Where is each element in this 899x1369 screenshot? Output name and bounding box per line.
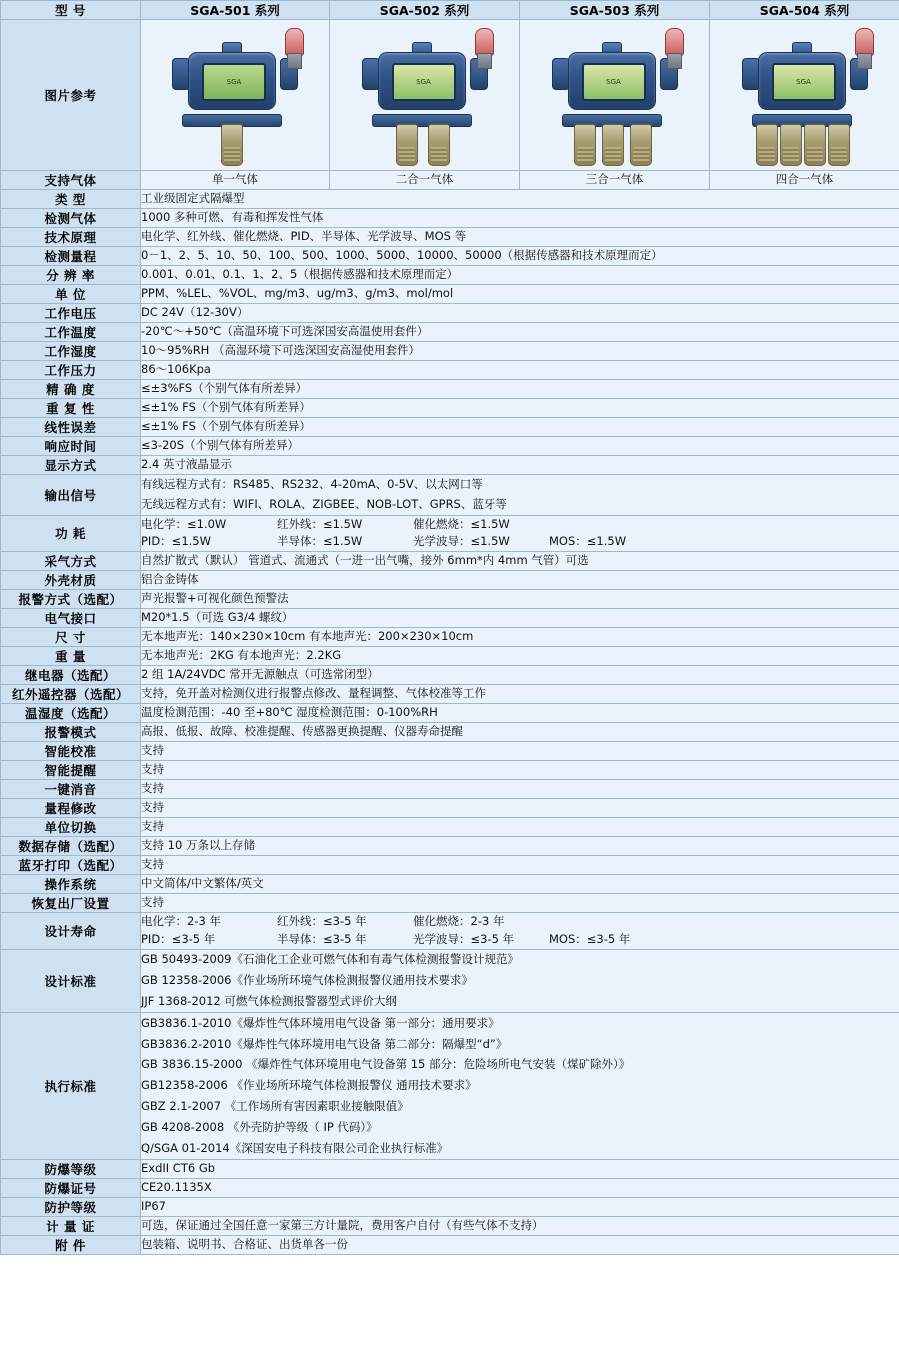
row-value-power-consumption <box>141 515 899 552</box>
design-standard-line-1: GB 50493-2009《石油化工企业可燃气体和有毒气体检测报警设计规范》 <box>141 952 519 967</box>
gas-detector-illustration-3 <box>540 22 690 168</box>
row-label-repeatability: 重 复 性 <box>1 399 141 418</box>
lifetime-line-1 <box>141 913 899 931</box>
table-row-mute <box>1 780 899 799</box>
sensor-probe <box>396 124 418 166</box>
row-label-ip-rating: 防护等级 <box>1 1198 141 1217</box>
alarm-lamp-base <box>857 53 872 69</box>
table-row-response-time <box>1 437 899 456</box>
alarm-lamp-icon <box>665 28 684 56</box>
row-value-ex-certificate: CE20.1135X <box>141 1179 899 1198</box>
table-row-alarm-mode <box>1 723 899 742</box>
table-row-voltage <box>1 304 899 323</box>
row-value-data-storage: 支持 10 万条以上存储 <box>141 837 899 856</box>
row-value-linearity: ≤±1% FS（个别气体有所差异） <box>141 418 899 437</box>
row-label-electrical-interface: 电气接口 <box>1 609 141 628</box>
device-body <box>188 52 276 110</box>
row-label-operating-system: 操作系统 <box>1 875 141 894</box>
exec-standard-line-6: GB 4208-2008 《外壳防护等级（ IP 代码）》 <box>141 1119 378 1134</box>
device-body <box>378 52 466 110</box>
sensor-probe <box>574 124 596 166</box>
table-row-sampling <box>1 552 899 571</box>
row-value-ip-rating: IP67 <box>141 1198 899 1217</box>
table-row-ex-rating <box>1 1160 899 1179</box>
row-value-repeatability: ≤±1% FS（个别气体有所差异） <box>141 399 899 418</box>
power-catalytic: 催化燃烧：≤1.5W <box>413 516 510 531</box>
gas-detector-illustration-2 <box>350 22 500 168</box>
product-image-1 <box>141 20 330 171</box>
row-label-range: 检测量程 <box>1 247 141 266</box>
lifetime-optical-waveguide: 光学波导：≤3-5 年 <box>413 932 515 947</box>
model-header-4: SGA-504 系列 <box>710 1 899 20</box>
exec-standard-line-4: GB12358-2006 《作业场所环境气体检测报警仪 通用技术要求》 <box>141 1078 477 1093</box>
row-label-relay: 继电器（选配） <box>1 666 141 685</box>
table-row-temperature <box>1 323 899 342</box>
device-side-flange-left <box>362 58 380 90</box>
sensor-probe <box>602 124 624 166</box>
table-row-bluetooth-print <box>1 856 899 875</box>
device-display: SGA <box>202 63 266 101</box>
row-label-ex-rating: 防爆等级 <box>1 1160 141 1179</box>
exec-standard-line-1: GB3836.1-2010《爆炸性气体环境用电气设备 第一部分：通用要求》 <box>141 1015 500 1030</box>
row-label-ir-remote: 红外遥控器（选配） <box>1 685 141 704</box>
row-label-temp-humidity-option: 温湿度（选配） <box>1 704 141 723</box>
row-label-display: 显示方式 <box>1 456 141 475</box>
row-label-detect-gas: 检测气体 <box>1 209 141 228</box>
row-value-pressure: 86～106Kpa <box>141 361 899 380</box>
row-label-alarm-method: 报警方式（选配） <box>1 590 141 609</box>
row-value-bluetooth-print: 支持 <box>141 856 899 875</box>
table-row-resolution <box>1 266 899 285</box>
output-signal-wired: 有线远程方式有：RS485、RS232、4-20mA、0-5V、以太网口等 <box>141 477 483 491</box>
exec-standard-line-5: GBZ 2.1-2007 《工作场所有害因素职业接触限值》 <box>141 1099 409 1114</box>
row-label-humidity: 工作湿度 <box>1 342 141 361</box>
table-row-range <box>1 247 899 266</box>
row-value-electrical-interface: M20*1.5（可选 G3/4 螺纹） <box>141 609 899 628</box>
gas-detector-illustration-1 <box>160 22 310 168</box>
lifetime-infrared: 红外线：≤3-5 年 <box>277 914 367 929</box>
row-value-metrology-certificate: 可选，保证通过全国任意一家第三方计量院，费用客户自付（有些气体不支持） <box>141 1217 899 1236</box>
row-label-accessories: 附 件 <box>1 1236 141 1255</box>
row-value-exec-standard <box>141 1013 899 1160</box>
table-row-unit-switch <box>1 818 899 837</box>
row-label-linearity: 线性误差 <box>1 418 141 437</box>
row-label-temperature: 工作温度 <box>1 323 141 342</box>
row-value-alarm-method: 声光报警+可视化颜色预警法 <box>141 590 899 609</box>
row-label-sampling: 采气方式 <box>1 552 141 571</box>
sensor-probe <box>428 124 450 166</box>
row-value-design-standard <box>141 949 899 1012</box>
table-row-humidity <box>1 342 899 361</box>
row-label-accuracy: 精 确 度 <box>1 380 141 399</box>
row-label-factory-reset: 恢复出厂设置 <box>1 894 141 913</box>
row-label-type: 类 型 <box>1 190 141 209</box>
table-row-dimensions <box>1 628 899 647</box>
row-value-accuracy: ≤±3%FS（个别气体有所差异） <box>141 380 899 399</box>
sensor-probe <box>780 124 802 166</box>
row-label-dimensions: 尺 寸 <box>1 628 141 647</box>
alarm-lamp-base <box>477 53 492 69</box>
power-pid: PID：≤1.5W <box>141 534 211 549</box>
table-row-linearity <box>1 418 899 437</box>
row-value-voltage: DC 24V（12-30V） <box>141 304 899 323</box>
row-value-alarm-mode: 高报、低报、故障、校准提醒、传感器更换提醒、仪器寿命提醒 <box>141 723 899 742</box>
row-label-power-consumption: 功 耗 <box>1 515 141 552</box>
table-row-data-storage <box>1 837 899 856</box>
row-label-image-reference: 图片参考 <box>1 20 141 171</box>
table-row-temp-humidity-option <box>1 704 899 723</box>
power-line-1 <box>141 516 899 534</box>
table-row-exec-standard <box>1 1013 899 1160</box>
row-label-design-lifetime: 设计寿命 <box>1 913 141 950</box>
model-header-2: SGA-502 系列 <box>330 1 520 20</box>
row-value-type: 工业级固定式隔爆型 <box>141 190 899 209</box>
row-label-unit: 单 位 <box>1 285 141 304</box>
row-label-voltage: 工作电压 <box>1 304 141 323</box>
row-label-exec-standard: 执行标准 <box>1 1013 141 1160</box>
row-value-resolution: 0.001、0.01、0.1、1、2、5（根据传感器和技术原理而定） <box>141 266 899 285</box>
device-body <box>568 52 656 110</box>
product-image-3 <box>520 20 710 171</box>
design-standard-line-2: GB 12358-2006《作业场所环境气体检测报警仪通用技术要求》 <box>141 973 473 988</box>
exec-standard-line-2: GB3836.2-2010《爆炸性气体环境用电气设备 第二部分：隔爆型“d”》 <box>141 1036 508 1051</box>
table-row-accuracy <box>1 380 899 399</box>
row-value-weight: 无本地声光：2KG 有本地声光：2.2KG <box>141 647 899 666</box>
device-display: SGA <box>772 63 836 101</box>
row-value-ex-rating: ExdII CT6 Gb <box>141 1160 899 1179</box>
table-row-image-reference <box>1 20 899 171</box>
design-standard-line-3: JJF 1368-2012 可燃气体检测报警器型式评价大纲 <box>141 994 397 1008</box>
table-row-design-standard <box>1 949 899 1012</box>
table-row-smart-calibration <box>1 742 899 761</box>
power-semiconductor: 半导体：≤1.5W <box>277 534 363 549</box>
power-line-2 <box>141 533 899 551</box>
gas-detector-illustration-4 <box>730 22 880 168</box>
table-row-housing <box>1 571 899 590</box>
table-row-output-signal <box>1 475 899 516</box>
power-mos: MOS：≤1.5W <box>549 534 627 549</box>
row-label-range-modify: 量程修改 <box>1 799 141 818</box>
power-electrochemical: 电化学：≤1.0W <box>141 516 227 531</box>
device-side-flange-left <box>742 58 760 90</box>
table-row-pressure <box>1 361 899 380</box>
row-label-mute: 一键消音 <box>1 780 141 799</box>
device-manifold-bar <box>372 114 472 127</box>
row-value-unit-switch: 支持 <box>141 818 899 837</box>
sensor-probe <box>828 124 850 166</box>
row-value-response-time: ≤3-20S（个别气体有所差异） <box>141 437 899 456</box>
row-value-smart-calibration: 支持 <box>141 742 899 761</box>
table-row-display <box>1 456 899 475</box>
sensor-probe <box>630 124 652 166</box>
lifetime-catalytic: 催化燃烧：2-3 年 <box>413 914 505 929</box>
row-value-range: 0－1、2、5、10、50、100、500、1000、5000、10000、50000（根据传感器和技术原理而定） <box>141 247 899 266</box>
table-row-detect-gas <box>1 209 899 228</box>
model-header-3: SGA-503 系列 <box>520 1 710 20</box>
lifetime-semiconductor: 半导体：≤3-5 年 <box>277 932 367 947</box>
product-image-4 <box>710 20 899 171</box>
row-label-ex-certificate: 防爆证号 <box>1 1179 141 1198</box>
product-image-2 <box>330 20 520 171</box>
table-row-ex-certificate <box>1 1179 899 1198</box>
row-label-smart-reminder: 智能提醒 <box>1 761 141 780</box>
row-label-alarm-mode: 报警模式 <box>1 723 141 742</box>
row-value-relay: 2 组 1A/24VDC 常开无源触点（可选常闭型） <box>141 666 899 685</box>
lifetime-electrochemical: 电化学：2-3 年 <box>141 914 221 929</box>
table-row-relay <box>1 666 899 685</box>
row-label-design-standard: 设计标准 <box>1 949 141 1012</box>
row-value-temperature: -20℃～+50℃（高温环境下可选深国安高温使用套件） <box>141 323 899 342</box>
table-row-technology <box>1 228 899 247</box>
table-row-gas-support <box>1 171 899 190</box>
table-row-range-modify <box>1 799 899 818</box>
row-value-range-modify: 支持 <box>141 799 899 818</box>
row-label-response-time: 响应时间 <box>1 437 141 456</box>
table-row-accessories <box>1 1236 899 1255</box>
table-row-ir-remote <box>1 685 899 704</box>
row-value-temp-humidity-option: 温度检测范围：-40 至+80℃ 湿度检测范围：0-100%RH <box>141 704 899 723</box>
row-value-design-lifetime <box>141 913 899 950</box>
alarm-lamp-base <box>287 53 302 69</box>
exec-standard-line-3: GB 3836.15-2000 《爆炸性气体环境用电气设备第 15 部分：危险场所电气安装（煤矿除外）》 <box>141 1057 631 1072</box>
lifetime-mos: MOS：≤3-5 年 <box>549 932 631 947</box>
row-label-weight: 重 量 <box>1 647 141 666</box>
row-value-technology: 电化学、红外线、催化燃烧、PID、半导体、光学波导、MOS 等 <box>141 228 899 247</box>
row-label-technology: 技术原理 <box>1 228 141 247</box>
gas-support-value-2: 二合一气体 <box>330 171 520 190</box>
table-row-weight <box>1 647 899 666</box>
table-row-alarm-method <box>1 590 899 609</box>
row-value-smart-reminder: 支持 <box>141 761 899 780</box>
row-value-dimensions: 无本地声光：140×230×10cm 有本地声光：200×230×10cm <box>141 628 899 647</box>
power-optical-waveguide: 光学波导：≤1.5W <box>413 534 510 549</box>
table-row-model-header <box>1 1 899 20</box>
row-value-detect-gas: 1000 多种可燃、有毒和挥发性气体 <box>141 209 899 228</box>
alarm-lamp-base <box>667 53 682 69</box>
row-label-model: 型 号 <box>1 1 141 20</box>
row-label-resolution: 分 辨 率 <box>1 266 141 285</box>
gas-support-value-3: 三合一气体 <box>520 171 710 190</box>
row-label-bluetooth-print: 蓝牙打印（选配） <box>1 856 141 875</box>
device-display: SGA <box>392 63 456 101</box>
row-value-output-signal <box>141 475 899 516</box>
table-row-repeatability <box>1 399 899 418</box>
row-value-factory-reset: 支持 <box>141 894 899 913</box>
row-label-output-signal: 输出信号 <box>1 475 141 516</box>
row-label-data-storage: 数据存储（选配） <box>1 837 141 856</box>
row-value-unit: PPM、%LEL、%VOL、mg/m3、ug/m3、g/m3、mol/mol <box>141 285 899 304</box>
sensor-probe <box>221 124 243 166</box>
alarm-lamp-icon <box>475 28 494 56</box>
sensor-probe <box>756 124 778 166</box>
power-infrared: 红外线：≤1.5W <box>277 516 363 531</box>
exec-standard-line-7: Q/SGA 01-2014《深国安电子科技有限公司企业执行标准》 <box>141 1140 449 1155</box>
gas-support-value-4: 四合一气体 <box>710 171 899 190</box>
alarm-lamp-icon <box>285 28 304 56</box>
table-row-smart-reminder <box>1 761 899 780</box>
device-body <box>758 52 846 110</box>
table-row-operating-system <box>1 875 899 894</box>
row-label-pressure: 工作压力 <box>1 361 141 380</box>
device-side-flange-left <box>552 58 570 90</box>
alarm-lamp-icon <box>855 28 874 56</box>
table-row-ip-rating <box>1 1198 899 1217</box>
row-label-gas-support: 支持气体 <box>1 171 141 190</box>
sensor-probe <box>804 124 826 166</box>
row-value-housing: 铝合金铸体 <box>141 571 899 590</box>
row-label-unit-switch: 单位切换 <box>1 818 141 837</box>
table-row-unit <box>1 285 899 304</box>
row-value-mute: 支持 <box>141 780 899 799</box>
output-signal-wireless: 无线远程方式有：WIFI、ROLA、ZIGBEE、NOB-LOT、GPRS、蓝牙等 <box>141 496 507 511</box>
table-row-power-consumption <box>1 515 899 552</box>
row-value-operating-system: 中文简体/中文繁体/英文 <box>141 875 899 894</box>
lifetime-pid: PID：≤3-5 年 <box>141 932 216 947</box>
table-row-factory-reset <box>1 894 899 913</box>
row-label-metrology-certificate: 计 量 证 <box>1 1217 141 1236</box>
lifetime-line-2 <box>141 931 899 949</box>
table-row-electrical-interface <box>1 609 899 628</box>
row-label-smart-calibration: 智能校准 <box>1 742 141 761</box>
device-display: SGA <box>582 63 646 101</box>
row-value-display: 2.4 英寸液晶显示 <box>141 456 899 475</box>
gas-support-value-1: 单一气体 <box>141 171 330 190</box>
row-value-sampling: 自然扩散式（默认） 管道式、流通式（一进一出气嘴，接外 6mm*内 4mm 气管）可选 <box>141 552 899 571</box>
row-value-humidity: 10～95%RH （高湿环境下可选深国安高湿使用套件） <box>141 342 899 361</box>
table-row-type <box>1 190 899 209</box>
table-row-design-lifetime <box>1 913 899 950</box>
row-value-accessories: 包装箱、说明书、合格证、出货单各一份 <box>141 1236 899 1255</box>
row-label-housing: 外壳材质 <box>1 571 141 590</box>
table-row-metrology-certificate <box>1 1217 899 1236</box>
row-value-ir-remote: 支持，免开盖对检测仪进行报警点修改、量程调整、气体校准等工作 <box>141 685 899 704</box>
model-header-1: SGA-501 系列 <box>141 1 330 20</box>
